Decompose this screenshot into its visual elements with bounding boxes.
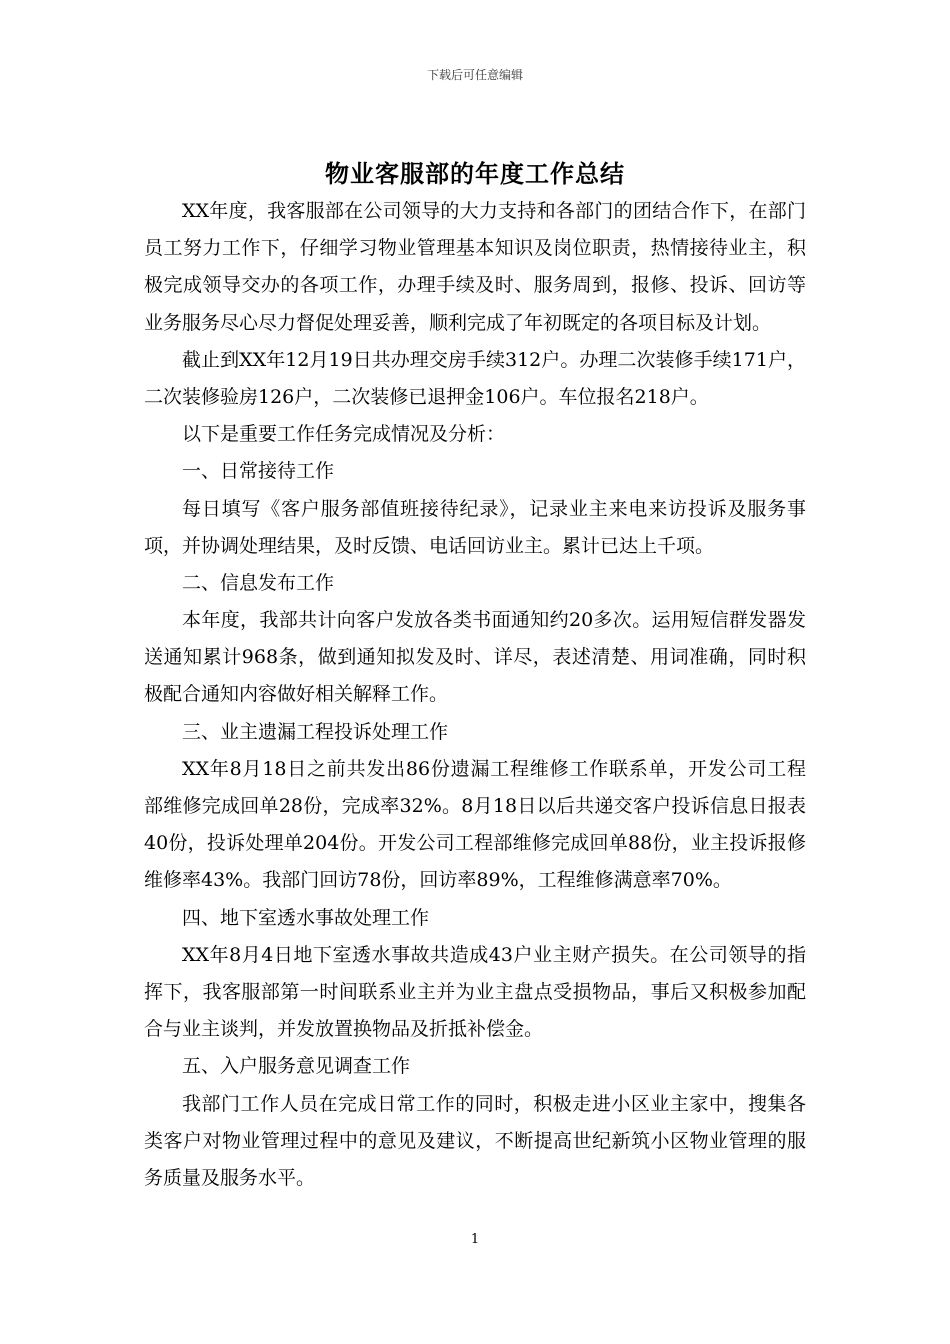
- text-line: 合与业主谈判，并发放置换物品及折抵补偿金。: [144, 1018, 544, 1041]
- text-line: XX年度，我客服部在公司领导的大力支持和各部门的团结合作下，在部门: [182, 200, 806, 222]
- text-line: 维修率43%。我部门回访78份，回访率89%，工程维修满意率70%。: [144, 869, 732, 892]
- text-line: 极配合通知内容做好相关解释工作。: [144, 683, 449, 706]
- text-line: 40份，投诉处理单204份。开发公司工程部维修完成回单88份，业主投诉报修: [144, 832, 806, 855]
- text-line: 极完成领导交办的各项工作，办理手续及时、服务周到，报修、投诉、回访等: [144, 274, 806, 297]
- page-header: 下载后可任意编辑: [426, 68, 523, 82]
- text-line: 截止到XX年12月19日共办理交房手续312户。办理二次装修手续171户，: [182, 348, 806, 371]
- text-line: 我部门工作人员在完成日常工作的同时，积极走进小区业主家中，搜集各: [182, 1092, 806, 1115]
- text-line: 项，并协调处理结果，及时反馈、电话回访业主。累计已达上千项。: [144, 534, 715, 557]
- text-line: 业务服务尽心尽力督促处理妥善，顺利完成了年初既定的各项目标及计划。: [144, 311, 772, 334]
- section-heading: 五、入户服务意见调查工作: [182, 1055, 411, 1078]
- text-line: 挥下，我客服部第一时间联系业主并为业主盘点受损物品，事后又积极参加配: [144, 980, 806, 1003]
- text-line: 部维修完成回单28份，完成率32%。8月18日以后共递交客户投诉信息日报表: [144, 795, 806, 817]
- text-line: 每日填写《客户服务部值班接待纪录》，记录业主来电来访投诉及服务事: [182, 497, 806, 520]
- text-line: 送通知累计968条，做到通知拟发及时、详尽，表述清楚、用词准确，同时积: [144, 646, 806, 669]
- text-line: 务质量及服务水平。: [144, 1166, 316, 1189]
- page-number: 1: [470, 1232, 480, 1247]
- text-line: 本年度，我部共计向客户发放各类书面通知约20多次。运用短信群发器发: [182, 609, 806, 632]
- section-heading: 二、信息发布工作: [182, 571, 335, 594]
- section-heading: 一、日常接待工作: [182, 460, 335, 483]
- text-line: 类客户对物业管理过程中的意见及建议，不断提高世纪新筑小区物业管理的服: [144, 1129, 806, 1152]
- text-line: 以下是重要工作任务完成情况及分析：: [182, 423, 506, 446]
- text-line: XX年8月4日地下室透水事故共造成43户业主财产损失。在公司领导的指: [182, 943, 806, 966]
- document-title: 物业客服部的年度工作总结: [325, 160, 625, 188]
- document-body: [144, 193, 806, 1197]
- text-line: 员工努力工作下，仔细学习物业管理基本知识及岗位职责，热情接待业主，积: [144, 237, 806, 260]
- section-heading: 三、业主遗漏工程投诉处理工作: [182, 720, 449, 743]
- text-line: 二次装修验房126户，二次装修已退押金106户。车位报名218户。: [144, 385, 709, 408]
- text-line: XX年8月18日之前共发出86份遗漏工程维修工作联系单，开发公司工程: [182, 757, 806, 780]
- section-heading: 四、地下室透水事故处理工作: [182, 906, 430, 929]
